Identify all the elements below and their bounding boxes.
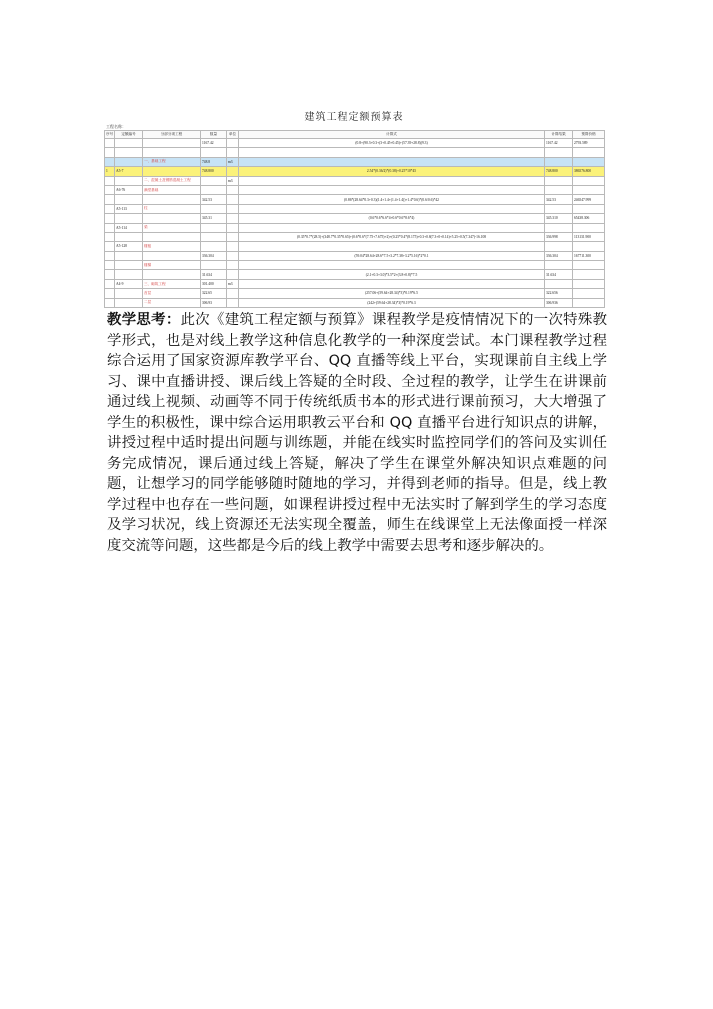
table-cell (227, 148, 239, 157)
table-cell: 345.31 (201, 214, 227, 223)
table-cell (201, 176, 227, 185)
table-cell (201, 204, 227, 213)
paragraph-lead: 教学思考： (107, 312, 181, 328)
teaching-reflection-paragraph (107, 310, 607, 556)
table-cell (573, 270, 605, 279)
table-cell: 一、基础工程 (143, 157, 201, 166)
table-cell (115, 270, 143, 279)
table-row (105, 223, 605, 232)
table-cell (239, 261, 545, 270)
table-cell: 301.400 (201, 279, 227, 288)
column-header: 计算结果 (545, 131, 573, 139)
table-cell (239, 204, 545, 213)
table-cell (227, 289, 239, 298)
table-cell (227, 261, 239, 270)
table-cell: (257.06+(59.64+28.34)*3)*0.19*6.5 (239, 289, 545, 298)
table-cell: 336.304 (545, 251, 573, 260)
paragraph-body: 此次《建筑工程定额与预算》课程教学是疫情情况下的一次特殊教学形式，也是对线上教学这种信息化教学的一种深度尝试。本门课程教学过程综合运用了国家资源库教学平台、QQ 直播等线上平台，实现课前自主线上学习、课中直播讲授、课后线上答疑的全时段、全过程的教学，让学生在讲课前通过线上视频、动画等不同于传统纸质书本的形式进行课前预习，大大增强了学生的积极性，课中综合运用职教云平台和 QQ 直播平台进行知识点的讲解，讲授过程中适时提出问题与训练题，并能在线实时监控同学们的答问及实训任务完成情况，课后通过线上答疑，解决了学生在课堂外解决知识点难题的问题，让想学习的同学能够随时随地的学习，并得到老师的指导。但是，线上教学过程中也存在一些问题，如课程讲授过程中无法实时了解到学生的学习态度及学习状况，线上资源还无法实现全覆盖，师生在线课堂上无法像面授一样深度交流等问题，这些都是今后的线上教学中需要去思考和逐步解决的。 (107, 312, 607, 554)
table-cell (227, 232, 239, 241)
table-cell (573, 242, 605, 251)
table-cell (105, 157, 115, 166)
table-row (105, 176, 605, 185)
budget-table (104, 130, 605, 308)
table-cell (573, 185, 605, 194)
column-header: 数量 (201, 131, 227, 139)
table-row (105, 185, 605, 194)
table-cell: A5-7 (115, 167, 143, 176)
table-cell (105, 279, 115, 288)
table-row (105, 279, 605, 288)
table-cell (201, 223, 227, 232)
table-cell: 322.656 (545, 289, 573, 298)
project-name-label: 工程名称： (106, 124, 126, 129)
table-cell (227, 298, 239, 307)
table-cell: (0.35*0.7*(28.5)+(348.7*0.35*0.65)+(0.6*0.6*(7.75+7.675)+2)+(0.25*0.4*(8.175)+0.3+0.8(7.3+0+0.14)+5.25+0.5(7.347)-16.108 (239, 232, 545, 241)
table-cell: (0.86*(28.64*0.3+0.3)(1.4+1.4+(1.4+1.4))+1.4*0.6)*(0.6/0.6)*42 (239, 195, 545, 204)
table-row (105, 232, 605, 241)
table-cell: (0.6*0.6*6.6*4+0.6*0.6*8.6*4) (239, 214, 545, 223)
table-cell: 1167.42 (201, 139, 227, 148)
table-cell (105, 148, 115, 157)
table-cell: A5-113 (115, 204, 143, 213)
table-cell (545, 223, 573, 232)
table-cell (143, 148, 201, 157)
table-cell (201, 148, 227, 157)
table-cell (105, 204, 115, 213)
table-cell (573, 223, 605, 232)
table-cell (227, 214, 239, 223)
table-cell: 306.936 (545, 298, 573, 307)
table-cell (105, 242, 115, 251)
table-cell: 336.304 (201, 251, 227, 260)
column-header: 计算式 (239, 131, 545, 139)
table-cell (105, 223, 115, 232)
table-cell: A6-76 (115, 185, 143, 194)
table-cell (573, 261, 605, 270)
table-cell (573, 157, 605, 166)
table-cell: A5-114 (115, 223, 143, 232)
spreadsheet-screenshot (104, 102, 604, 305)
table-cell: 1167.42 (545, 139, 573, 148)
table-cell (143, 195, 201, 204)
table-cell: 2.54*(0.36/2)*(0.38)+0.25*10*45 (239, 167, 545, 176)
table-cell (105, 270, 115, 279)
table-cell (115, 251, 143, 260)
table-cell (545, 176, 573, 185)
table-cell (545, 185, 573, 194)
table-row (105, 214, 605, 223)
table-cell: 748.8 (201, 157, 227, 166)
column-header: 序号 (105, 131, 115, 139)
table-cell (115, 148, 143, 157)
table-cell (143, 251, 201, 260)
table-cell (239, 279, 545, 288)
table-cell (115, 157, 143, 166)
table-cell (545, 148, 573, 157)
table-cell (143, 214, 201, 223)
table-row (105, 298, 605, 307)
table-cell: 748.800 (545, 167, 573, 176)
table-cell: 65438.306 (573, 214, 605, 223)
table-cell: (2.1+0.3+3.0)*3.5*2+(3.8+0.8)*7.5 (239, 270, 545, 279)
table-cell (201, 232, 227, 241)
table-cell (105, 289, 115, 298)
table-cell (105, 232, 115, 241)
table-cell (115, 195, 143, 204)
table-cell (227, 270, 239, 279)
table-row (105, 251, 605, 260)
table-cell (105, 298, 115, 307)
table-row (105, 157, 605, 166)
table-cell (545, 279, 573, 288)
table-cell (545, 261, 573, 270)
table-cell (545, 204, 573, 213)
table-cell: 楼板 (143, 242, 201, 251)
table-row (105, 242, 605, 251)
table-cell (573, 279, 605, 288)
table-cell (239, 176, 545, 185)
table-cell (239, 157, 545, 166)
table-cell: 336.998 (545, 232, 573, 241)
table-row (105, 148, 605, 157)
table-cell (227, 195, 239, 204)
table-cell (105, 214, 115, 223)
table-cell: 2793.589 (573, 139, 605, 148)
table-cell: m3 (227, 157, 239, 166)
table-cell: m3 (227, 279, 239, 288)
table-cell (227, 242, 239, 251)
table-cell: 二层 (143, 298, 201, 307)
table-cell (115, 289, 143, 298)
table-cell (239, 242, 545, 251)
table-cell (545, 242, 573, 251)
table-cell: (59.04*28.64+28.6*7.5+3.2*7.38+3.2*5.16)*2*0.1 (239, 251, 545, 260)
table-cell: 246547.999 (573, 195, 605, 204)
table-cell: m3 (227, 176, 239, 185)
table-cell: A4-9 (115, 279, 143, 288)
table-cell: 342.53 (201, 195, 227, 204)
table-cell: 306.93 (201, 298, 227, 307)
table-cell: 342.53 (545, 195, 573, 204)
table-cell (573, 204, 605, 213)
table-cell (115, 232, 143, 241)
table-cell (143, 167, 201, 176)
table-cell (573, 148, 605, 157)
table-cell (143, 232, 201, 241)
table-row (105, 167, 605, 176)
table-cell: 322.65 (201, 289, 227, 298)
table-cell (227, 204, 239, 213)
table-cell (239, 148, 545, 157)
table-header-row (105, 131, 605, 139)
table-cell (573, 298, 605, 307)
table-cell: 首层 (143, 289, 201, 298)
table-cell: 167711.300 (573, 251, 605, 260)
column-header: 定额编号 (115, 131, 143, 139)
table-row (105, 289, 605, 298)
table-cell (227, 251, 239, 260)
table-cell: 二、混凝土及钢筋混凝土工程 (143, 176, 201, 185)
table-cell (105, 176, 115, 185)
table-cell: 满堂基础 (143, 185, 201, 194)
table-cell (115, 176, 143, 185)
column-header: 单位 (227, 131, 239, 139)
table-row (105, 261, 605, 270)
table-cell (227, 167, 239, 176)
table-cell: 楼梯 (143, 261, 201, 270)
table-cell (573, 289, 605, 298)
table-cell (545, 157, 573, 166)
table-cell (105, 261, 115, 270)
table-cell (227, 223, 239, 232)
table-cell (115, 298, 143, 307)
table-cell: (242+(59.64+28.34)*3)*0.19*6.3 (239, 298, 545, 307)
table-cell (201, 242, 227, 251)
column-header: 分部分项工程 (143, 131, 201, 139)
table-cell: A5-128 (115, 242, 143, 251)
table-cell: (0.8+(90.3+0.3+(3+0.45+0.45)+(57.39+28.8)(9.3) (239, 139, 545, 148)
table-cell (105, 185, 115, 194)
spreadsheet-title: 建筑工程定额预算表 (304, 112, 404, 123)
table-cell (573, 176, 605, 185)
table-cell: 梁 (143, 223, 201, 232)
table-cell (105, 195, 115, 204)
table-cell: 31.634 (545, 270, 573, 279)
table-cell (239, 185, 545, 194)
table-cell: 386576.800 (573, 167, 605, 176)
table-cell (227, 139, 239, 148)
table-cell: 1 (105, 167, 115, 176)
table-cell: 三、砌筑工程 (143, 279, 201, 288)
table-row (105, 270, 605, 279)
table-cell: 748.800 (201, 167, 227, 176)
table-row (105, 204, 605, 213)
table-cell: 113131.900 (573, 232, 605, 241)
table-cell (115, 214, 143, 223)
table-cell (227, 185, 239, 194)
table-cell (239, 223, 545, 232)
table-cell (115, 139, 143, 148)
table-cell (105, 251, 115, 260)
table-cell (201, 185, 227, 194)
table-cell: 31.634 (201, 270, 227, 279)
table-cell (143, 139, 201, 148)
table-cell (201, 261, 227, 270)
table-cell: 柱 (143, 204, 201, 213)
table-row (105, 139, 605, 148)
table-cell (105, 139, 115, 148)
table-cell: 345.310 (545, 214, 573, 223)
table-row (105, 195, 605, 204)
table-cell (143, 270, 201, 279)
column-header: 预算价格 (573, 131, 605, 139)
table-cell (115, 261, 143, 270)
table-body (105, 139, 605, 308)
